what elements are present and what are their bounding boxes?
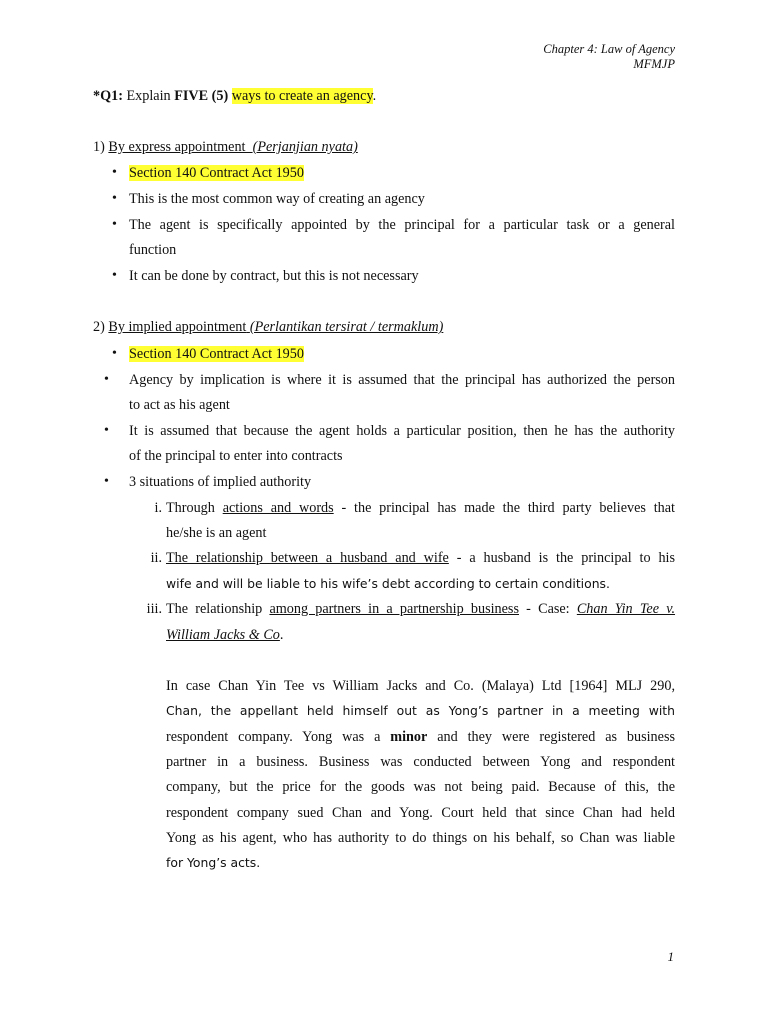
case-paragraph-line3: respondent company. Yong was a minor and they were registered as business — [166, 729, 675, 745]
case-paragraph-line6: respondent company sued Chan and Yong. Court held that since Chan had held — [166, 805, 675, 821]
situation-iii-numeral: iii. — [146, 601, 162, 617]
case-citation: Chan Yin Tee v. — [576, 601, 676, 617]
situation-ii-line2: wife and will be liable to his wife’s debt according to certain conditions. — [166, 576, 610, 591]
page-number: 1 — [667, 949, 674, 964]
situation-i-line1: Through actions and words - the principal has made the third party believes that — [166, 500, 675, 516]
situation-i-numeral: i. — [154, 500, 162, 516]
section2-bullet-4: 3 situations of implied authority — [129, 474, 312, 490]
section2-bullet-2-cont: to act as his agent — [129, 397, 230, 413]
section2-number: 2) — [93, 319, 105, 335]
section2-heading — [93, 318, 443, 336]
situation-ii-numeral: ii. — [150, 550, 162, 566]
case-paragraph-line4: partner in a business. Business was conducted between Yong and respondent — [166, 754, 675, 770]
situation-iii-line1: The relationship among partners in a partnership business - Case: Chan Yin Tee v. — [166, 601, 676, 617]
bullet-icon: • — [112, 165, 117, 180]
question-highlight: ways to create an agency — [231, 88, 373, 104]
course-code: MFMJP — [633, 57, 675, 71]
case-paragraph-line1: In case Chan Yin Tee vs William Jacks and Co. (Malaya) Ltd [1964] MLJ 290, — [166, 678, 675, 694]
case-paragraph-line8: for Yong’s acts. — [166, 855, 261, 870]
bullet-icon: • — [112, 191, 117, 206]
section2-bullet-3: It is assumed that because the agent holds a particular position, then he has the authority — [129, 423, 675, 439]
question-text-before: Explain — [122, 88, 175, 104]
question-line: *Q1: Explain FIVE (5) ways to create an agency. — [93, 88, 377, 104]
case-paragraph-line5: company, but the price for the goods was not being paid. Because of this, the — [166, 779, 675, 795]
chapter-title: Chapter 4: Law of Agency — [543, 42, 675, 56]
section1-bullet-4: It can be done by contract, but this is not necessary — [129, 268, 419, 284]
question-emphasis: FIVE (5) — [174, 88, 229, 104]
bullet-icon: • — [104, 423, 109, 438]
situation-iii-line2: William Jacks & Co. — [166, 627, 284, 643]
section2-bullet-1: Section 140 Contract Act 1950 — [129, 346, 304, 362]
bullet-icon: • — [112, 346, 117, 361]
section1-bullet-3: The agent is specifically appointed by the principal for a particular task or a general — [129, 217, 675, 233]
section1-bullet-2: This is the most common way of creating an agency — [129, 191, 425, 207]
page-header — [543, 42, 675, 72]
case-paragraph-line2: Chan, the appellant held himself out as Yong’s partner in a meeting with — [166, 703, 675, 718]
case-citation-cont: William Jacks & Co — [166, 627, 280, 643]
section1-bullet-3-cont: function — [129, 242, 177, 258]
bullet-icon: • — [112, 217, 117, 232]
section2-bullet-2: Agency by implication is where it is assumed that the principal has authorized the person — [129, 372, 675, 388]
bullet-icon: • — [104, 372, 109, 387]
bullet-icon: • — [112, 268, 117, 283]
question-label: *Q1: — [93, 88, 123, 104]
section1-title: By express appointment (Perjanjian nyata) — [108, 139, 358, 155]
situation-i-line2: he/she is an agent — [166, 525, 267, 541]
section1-number: 1) — [93, 139, 105, 155]
section2-bullet-3-cont: of the principal to enter into contracts — [129, 448, 343, 464]
situation-ii-line1: The relationship between a husband and wife - a husband is the principal to his — [166, 550, 675, 566]
section1-bullet-1: Section 140 Contract Act 1950 — [129, 165, 304, 181]
case-paragraph-line7: Yong as his agent, who has authority to do things on his behalf, so Chan was liable — [166, 830, 675, 846]
bullet-icon: • — [104, 474, 109, 489]
section1-heading — [93, 138, 358, 156]
section2-title: By implied appointment (Perlantikan tersirat / termaklum) — [108, 319, 444, 335]
